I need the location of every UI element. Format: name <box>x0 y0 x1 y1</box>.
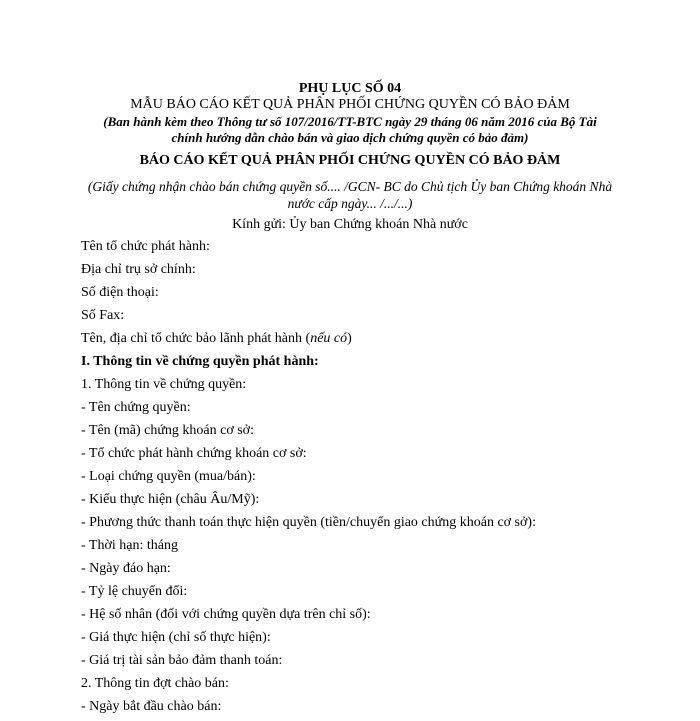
warrant-item: - Loại chứng quyền (mua/bán): <box>81 469 256 484</box>
warrant-item: - Phương thức thanh toán thực hiện quyền (tiền/chuyển giao chứng khoán cơ sở): <box>81 515 536 530</box>
field-fax: Số Fax: <box>81 308 125 323</box>
field-phone: Số điện thoại: <box>81 285 159 300</box>
field-issuer-name: Tên tổ chức phát hành: <box>81 239 210 254</box>
certificate-note <box>80 178 620 212</box>
issued-note <box>80 114 620 146</box>
warrant-item: - Tổ chức phát hành chứng khoán cơ sở: <box>81 446 307 461</box>
section-1-heading: I. Thông tin về chứng quyền phát hành: <box>81 354 319 369</box>
warrant-item: - Tên chứng quyền: <box>81 400 191 415</box>
form-title: MẪU BÁO CÁO KẾT QUẢ PHÂN PHỐI CHỨNG QUYỀN CÓ BẢO ĐẢM <box>130 97 570 112</box>
section-1-sub-2: 2. Thông tin đợt chào bán: <box>81 676 229 691</box>
warrant-item: - Hệ số nhân (đối với chứng quyền dựa trên chỉ số): <box>81 607 371 622</box>
field-underwriter-note: nếu có <box>310 331 348 346</box>
issued-note-line-2: chính hướng dẫn chào bán và giao dịch chứng quyền có bảo đảm) <box>171 130 529 145</box>
certificate-note-line-1: (Giấy chứng nhận chào bán chứng quyền số.... /GCN- BC do Chủ tịch Ủy ban Chứng khoán Nhà <box>87 179 613 194</box>
addressee: Kính gửi: Ủy ban Chứng khoán Nhà nước <box>232 217 468 232</box>
issued-note-line-1: (Ban hành kèm theo Thông tư số 107/2016/TT-BTC ngày 29 tháng 06 năm 2016 của Bộ Tài <box>103 114 597 129</box>
section-1-sub-1: 1. Thông tin về chứng quyền: <box>81 377 247 392</box>
warrant-item: - Giá trị tài sản bảo đảm thanh toán: <box>81 653 283 668</box>
warrant-item: - Tên (mã) chứng khoán cơ sở: <box>81 423 254 438</box>
report-title: BÁO CÁO KẾT QUẢ PHÂN PHỐI CHỨNG QUYỀN CÓ BẢO ĐẢM <box>139 153 561 168</box>
warrant-item: - Giá thực hiện (chỉ số thực hiện): <box>81 630 271 645</box>
warrant-item: - Thời hạn: tháng <box>81 538 178 553</box>
field-underwriter-label: Tên, địa chỉ tổ chức bảo lãnh phát hành ( <box>81 331 311 346</box>
certificate-note-line-2: nước cấp ngày... /.../...) <box>287 196 413 211</box>
appendix-title: PHỤ LỤC SỐ 04 <box>298 81 402 96</box>
warrant-item: - Tỷ lệ chuyển đổi: <box>81 584 188 599</box>
report-body <box>81 238 661 721</box>
field-head-office: Địa chỉ trụ sở chính: <box>81 262 196 277</box>
field-underwriter-close: ) <box>347 331 352 346</box>
field-underwriter <box>81 330 661 353</box>
warrant-item: - Kiểu thực hiện (châu Âu/Mỹ): <box>81 492 260 507</box>
offering-item: - Ngày bắt đầu chào bán: <box>81 699 222 714</box>
warrant-item: - Ngày đáo hạn: <box>81 561 171 576</box>
